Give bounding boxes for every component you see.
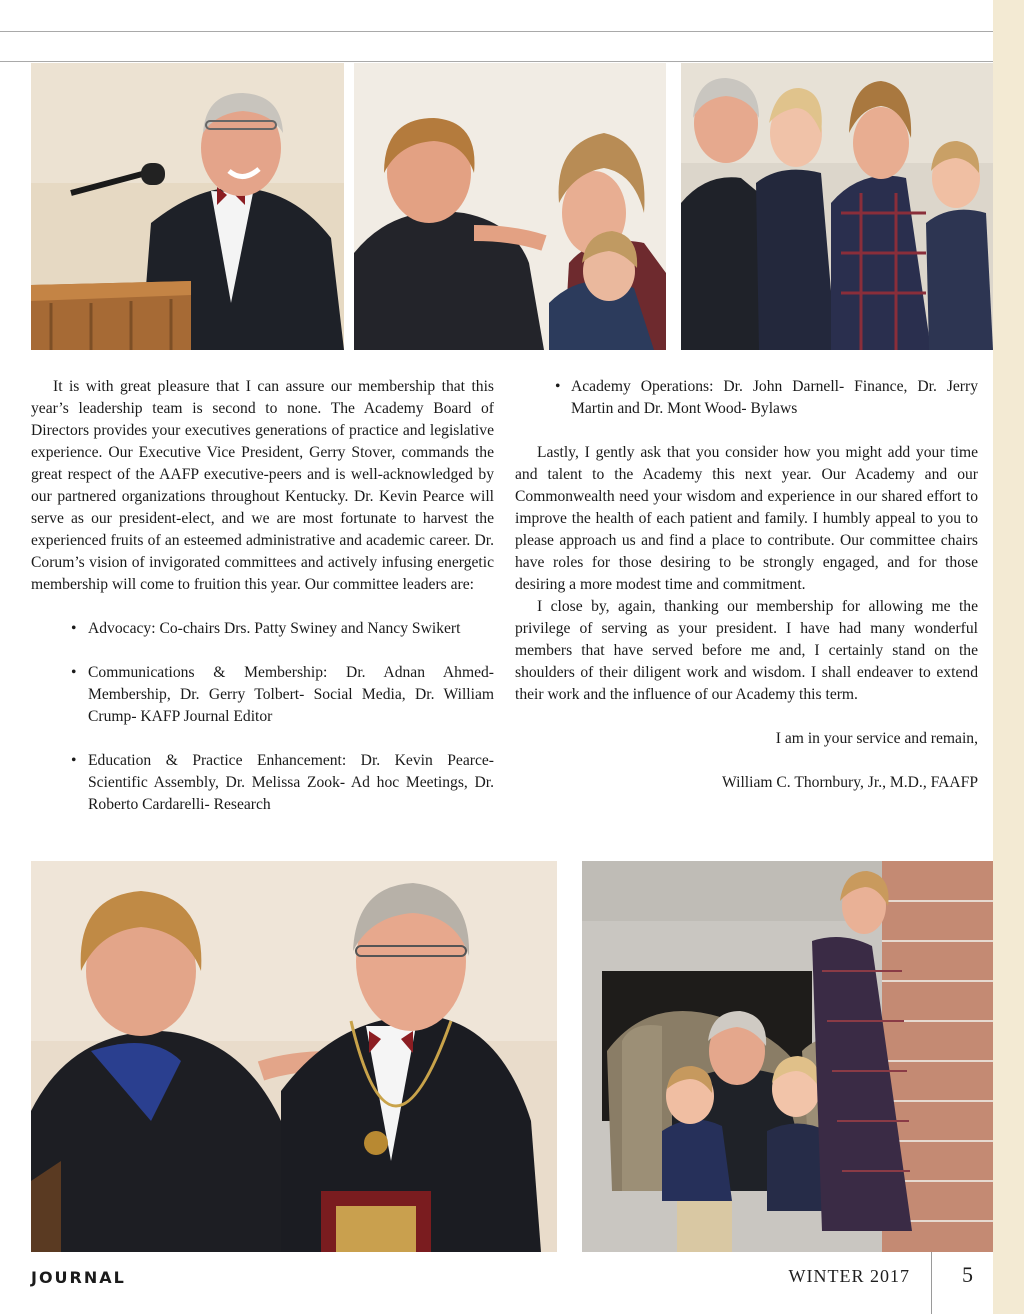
- footer-journal-title: JOURNAL: [31, 1268, 126, 1287]
- body-paragraph: Lastly, I gently ask that you consider how you might add your time and talent to the Academy this next year. Our Academy and our Commonwealth need your wisdom and experience in our shared effort to improve the health of each patient and family. I humbly appeal to you to please approach us and find a place to contribute. Our committee chairs have roles for those desiring to be strongly engaged, and for those desiring a more modest time and commitment.: [515, 444, 978, 593]
- list-item: • Education & Practice Enhancement: Dr. Kevin Pearce- Scientific Assembly, Dr. Melissa Zook- Ad hoc Meetings, Dr. Roberto Cardarelli- Research: [31, 750, 494, 816]
- header-rule-bottom: [0, 61, 993, 62]
- photo-podium-speaker: [31, 63, 344, 350]
- photo-family-fireplace: [582, 861, 993, 1252]
- body-paragraph: I close by, again, thanking our membership for allowing me the privilege of serving as your president. I have had many wonderful members that have served before me and, I certainly stand on the shoulders of their diligent work and wisdom. I shall endeaver to extend their work and the influence of our Academy this term.: [515, 598, 978, 703]
- page-number: 5: [962, 1262, 973, 1287]
- committee-list-cont: [31, 662, 494, 728]
- page-edge-strip: [993, 0, 1024, 1314]
- intro-paragraph: It is with great pleasure that I can assure our membership that this year’s leadership team is second to none. The Academy Board of Directors provides your executives generations of practice and legislative experience. Our Executive Vice President, Gerry Stover, commands the great respect of the AAFP executive-peers and is well-acknowledged by our partnered organizations throughout Kentucky. Dr. Kevin Pearce will serve as our president-elect, and we are most fortunate to harvest the experienced fruits of an esteemed administrative and academic career. Dr. Corum’s vision of invigorated committees and actively infusing energetic membership will come to fruition this year. Our committee leaders are:: [31, 378, 494, 593]
- operations-list: [515, 376, 978, 420]
- signature: William C. Thornbury, Jr., M.D., FAAFP: [722, 774, 978, 791]
- list-item: • Academy Operations: Dr. John Darnell- Finance, Dr. Jerry Martin and Dr. Mont Wood- Bylaws: [515, 376, 978, 420]
- header-rule-top: [0, 31, 993, 32]
- footer-divider: [931, 1252, 932, 1314]
- photo-family-standing: [681, 63, 993, 350]
- footer-issue-date: WINTER 2017: [788, 1266, 910, 1286]
- photo-medallion-presentation: [31, 861, 557, 1252]
- list-item: • Communications & Membership: Dr. Adnan Ahmed- Membership, Dr. Gerry Tolbert- Social Media, Dr. William Crump- KAFP Journal Editor: [31, 662, 494, 728]
- closing-line: I am in your service and remain,: [775, 730, 978, 747]
- photo-pinning-ceremony: [354, 63, 666, 350]
- committee-list: [31, 618, 494, 640]
- left-column: [31, 376, 494, 816]
- right-column: [515, 376, 978, 794]
- list-item: • Advocacy: Co-chairs Drs. Patty Swiney and Nancy Swikert: [31, 618, 494, 640]
- committee-list-cont-2: [31, 750, 494, 816]
